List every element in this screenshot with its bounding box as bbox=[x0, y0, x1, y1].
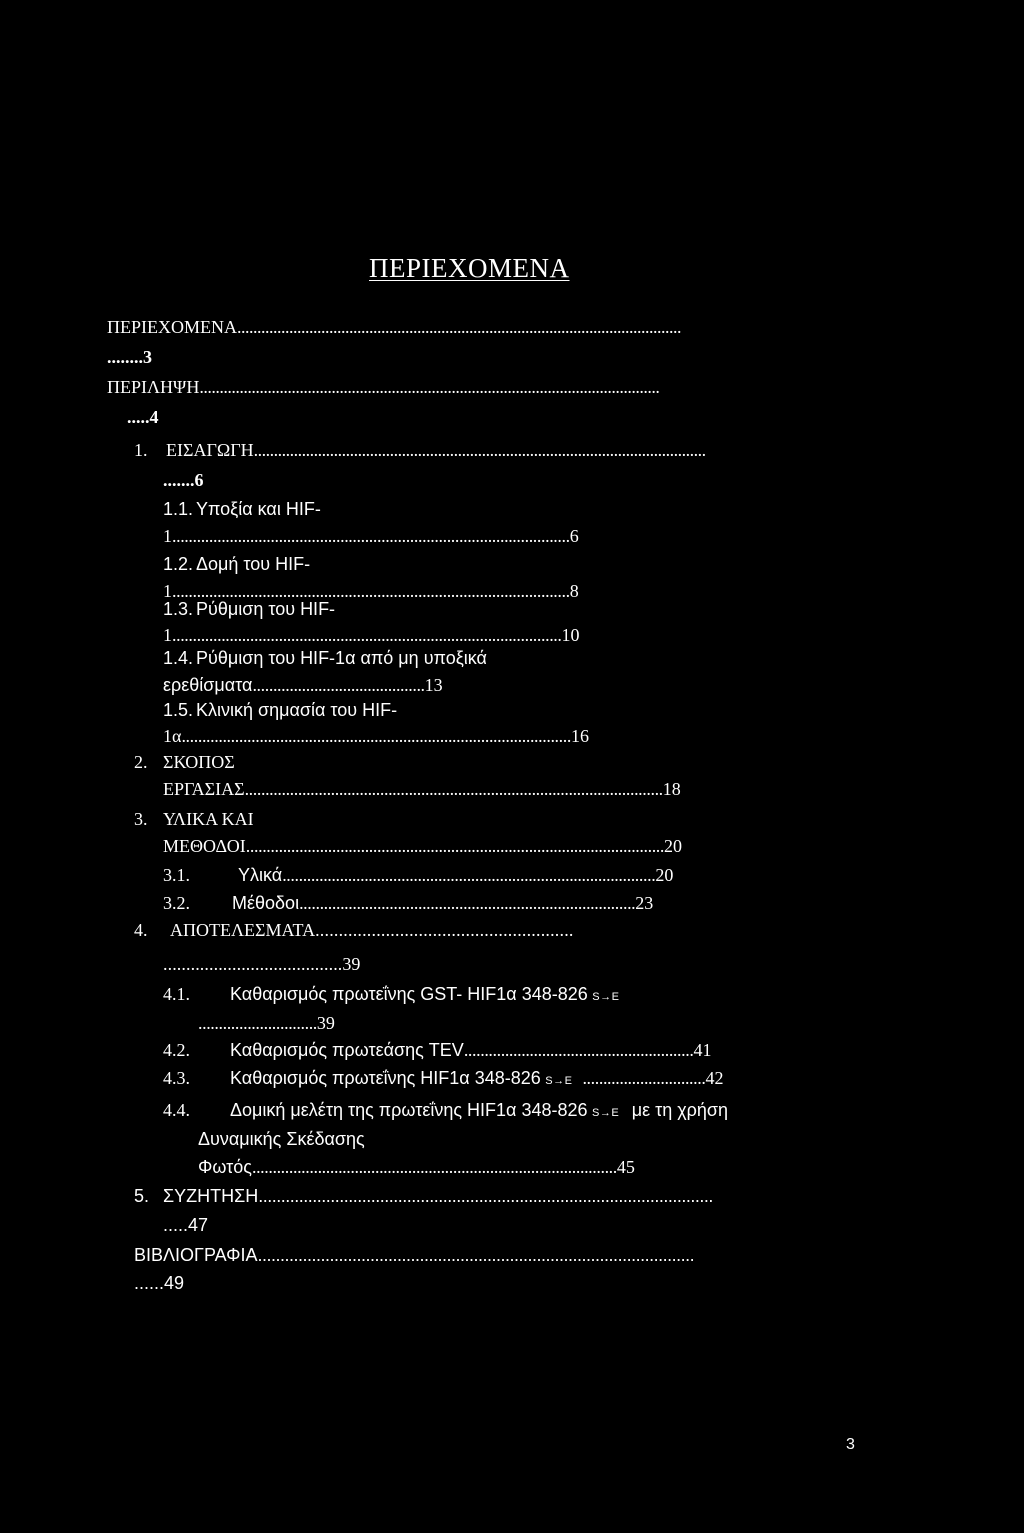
toc-num: 4.3. bbox=[163, 1068, 190, 1088]
toc-dots: ..................................................................................................... bbox=[258, 1186, 713, 1206]
toc-section-4-1[interactable] bbox=[163, 985, 619, 1003]
toc-label: Μέθοδοι bbox=[232, 893, 300, 913]
toc-page-number: ........3 bbox=[107, 347, 152, 367]
toc-label: ΠΕΡΙΛΗΨΗ bbox=[107, 377, 200, 397]
toc-page-number: 10 bbox=[561, 625, 580, 645]
toc-label: Καθαρισμός πρωτεΐνης HIF1α 348-826 bbox=[230, 1068, 541, 1088]
toc-dots: ................................................................................................................. bbox=[253, 440, 706, 460]
toc-bibliografia[interactable] bbox=[134, 1246, 694, 1264]
toc-section-1-5[interactable] bbox=[163, 701, 397, 719]
toc-subscript: S→E bbox=[545, 1075, 573, 1087]
toc-dots: ................................................................................................. bbox=[172, 526, 570, 546]
toc-page-number: .....4 bbox=[127, 407, 159, 427]
toc-dots: ...................................................................................................... bbox=[244, 779, 663, 799]
toc-section-4-4-cont2 bbox=[198, 1158, 635, 1176]
toc-section-1-1[interactable] bbox=[163, 500, 321, 518]
toc-section-1-3[interactable] bbox=[163, 600, 335, 618]
toc-page-number: 42 bbox=[705, 1068, 724, 1088]
toc-page-number: 8 bbox=[569, 581, 579, 601]
toc-page-number: .....47 bbox=[163, 1215, 209, 1235]
toc-dots: ............................................................................................... bbox=[172, 625, 562, 645]
page-title: ΠΕΡΙΕΧΟΜΕΝΑ bbox=[369, 253, 570, 283]
toc-label: Ρύθμιση του HIF-1α από μη υποξικά bbox=[196, 648, 487, 668]
toc-label: ΜΕΘΟΔΟΙ bbox=[163, 836, 246, 856]
toc-num: 3.2. bbox=[163, 893, 190, 913]
toc-section-1-1-cont bbox=[163, 527, 579, 545]
toc-dots: ............................. bbox=[198, 1013, 317, 1033]
toc-page-number: 18 bbox=[662, 779, 681, 799]
toc-label: ΣΥΖΗΤΗΣΗ bbox=[163, 1186, 259, 1206]
page-number: 3 bbox=[846, 1436, 855, 1453]
toc-num: 4.4. bbox=[163, 1100, 190, 1120]
toc-subscript: S→E bbox=[592, 991, 620, 1003]
toc-label: ερεθίσματα bbox=[163, 675, 253, 695]
toc-dots: ....................................... bbox=[163, 954, 343, 974]
toc-section-1-2-cont bbox=[163, 582, 579, 600]
toc-num: 4.2. bbox=[163, 1040, 190, 1060]
toc-label: ΠΕΡΙΕΧΟΜΕΝΑ bbox=[107, 317, 237, 337]
toc-num: 4.1. bbox=[163, 984, 190, 1004]
toc-num: 3.1. bbox=[163, 865, 190, 885]
toc-dots: ........................................................ bbox=[463, 1040, 694, 1060]
toc-page-number: 39 bbox=[316, 1013, 335, 1033]
toc-dots: .......................................... bbox=[252, 675, 425, 695]
toc-label: Υλικά bbox=[238, 865, 283, 885]
toc-page-number: 23 bbox=[635, 893, 654, 913]
toc-dots: ............................................................................................... bbox=[181, 726, 571, 746]
toc-dots: ....................................................... bbox=[315, 920, 574, 940]
toc-label: Καθαρισμός πρωτεΐνης GST- HIF1α 348-826 bbox=[230, 984, 588, 1004]
toc-label: Δομή του HIF- bbox=[196, 554, 311, 574]
toc-label: 1 bbox=[163, 526, 172, 546]
toc-dots: ......................................................................................... bbox=[251, 1157, 617, 1177]
toc-label: 1 bbox=[163, 625, 172, 645]
toc-dots: ................................................................................................................... bbox=[199, 377, 660, 397]
toc-num: 1.5. bbox=[163, 700, 194, 720]
toc-section-3-2[interactable] bbox=[163, 894, 653, 912]
toc-label: ΒΙΒΛΙΟΓΡΑΦΙΑ bbox=[134, 1245, 258, 1265]
toc-section-4-2[interactable] bbox=[163, 1041, 711, 1059]
toc-page-number: 41 bbox=[693, 1040, 712, 1060]
toc-section-1[interactable] bbox=[134, 441, 706, 459]
toc-dots: ...................................................................................................... bbox=[245, 836, 664, 856]
toc-label: ΣΚΟΠΟΣ bbox=[163, 752, 235, 772]
toc-label: Φωτός bbox=[198, 1157, 252, 1177]
toc-page-number: 45 bbox=[616, 1157, 635, 1177]
toc-num: 1.4. bbox=[163, 648, 194, 668]
toc-label: Υποξία και HIF- bbox=[196, 499, 321, 519]
toc-page-number: 16 bbox=[570, 726, 589, 746]
toc-num: 1. bbox=[134, 440, 148, 460]
toc-dots: ........................................................................................... bbox=[282, 865, 656, 885]
toc-num: 1.3. bbox=[163, 599, 194, 619]
toc-num: 2. bbox=[134, 752, 148, 772]
toc-section-4-3[interactable] bbox=[163, 1069, 723, 1087]
toc-label: με τη χρήση bbox=[631, 1100, 729, 1120]
toc-page-number: .......6 bbox=[163, 470, 204, 490]
toc-label: Καθαρισμός πρωτεάσης TEV bbox=[230, 1040, 464, 1060]
toc-section-4[interactable] bbox=[134, 921, 574, 939]
toc-section-1-3-cont bbox=[163, 626, 580, 644]
toc-label: Δομική μελέτη της πρωτεΐνης HIF1α 348-826 bbox=[230, 1100, 588, 1120]
toc-page-number: 39 bbox=[342, 954, 361, 974]
toc-section-4-1-cont bbox=[198, 1014, 335, 1032]
toc-label: ΑΠΟΤΕΛΕΣΜΑΤΑ bbox=[170, 920, 316, 940]
toc-dots: ................................................................................................. bbox=[172, 581, 570, 601]
toc-section-4-4-cont: Δυναμικής Σκέδασης bbox=[198, 1129, 365, 1149]
toc-num: 3. bbox=[134, 809, 148, 829]
toc-section-1-4-cont bbox=[163, 676, 443, 694]
toc-section-3-1[interactable] bbox=[163, 866, 673, 884]
toc-num: 4. bbox=[134, 920, 148, 940]
toc-page-number: 13 bbox=[424, 675, 443, 695]
toc-label: ΕΙΣΑΓΩΓΗ bbox=[166, 440, 254, 460]
toc-dots: ................................................................................................. bbox=[257, 1245, 695, 1265]
toc-num: 1.1. bbox=[163, 499, 194, 519]
toc-label: ΕΡΓΑΣΙΑΣ bbox=[163, 779, 245, 799]
toc-page-number: 6 bbox=[569, 526, 579, 546]
toc-section-1-5-cont bbox=[163, 727, 589, 745]
toc-perilipsi[interactable] bbox=[107, 378, 659, 396]
toc-section-2-cont bbox=[163, 780, 681, 798]
toc-page-number: ......49 bbox=[134, 1273, 185, 1293]
toc-section-1-4[interactable] bbox=[163, 649, 487, 667]
toc-label: ΥΛΙΚΑ ΚΑΙ bbox=[163, 809, 254, 829]
toc-periexomena[interactable] bbox=[107, 318, 681, 336]
toc-label: Ρύθμιση του HIF- bbox=[196, 599, 336, 619]
toc-label: Κλινική σημασία του HIF- bbox=[196, 700, 398, 720]
toc-dots: ............................................................................................................... bbox=[237, 317, 681, 337]
toc-label: 1 bbox=[163, 581, 172, 601]
toc-section-3-cont bbox=[163, 837, 682, 855]
toc-num: 5. bbox=[134, 1186, 150, 1206]
toc-dots: .................................................................................. bbox=[299, 893, 636, 913]
toc-section-4-cont bbox=[163, 955, 360, 973]
toc-dots: .............................. bbox=[582, 1068, 706, 1088]
toc-section-2[interactable] bbox=[134, 753, 235, 771]
toc-page-number: 20 bbox=[655, 865, 674, 885]
toc-section-5[interactable] bbox=[134, 1187, 713, 1205]
toc-label: 1α bbox=[163, 726, 182, 746]
toc-subscript: S→E bbox=[592, 1107, 620, 1119]
toc-section-3[interactable] bbox=[134, 810, 254, 828]
toc-page-number: 20 bbox=[664, 836, 682, 856]
toc-num: 1.2. bbox=[163, 554, 194, 574]
toc-section-1-2[interactable] bbox=[163, 555, 310, 573]
toc-section-4-4[interactable] bbox=[163, 1101, 728, 1119]
